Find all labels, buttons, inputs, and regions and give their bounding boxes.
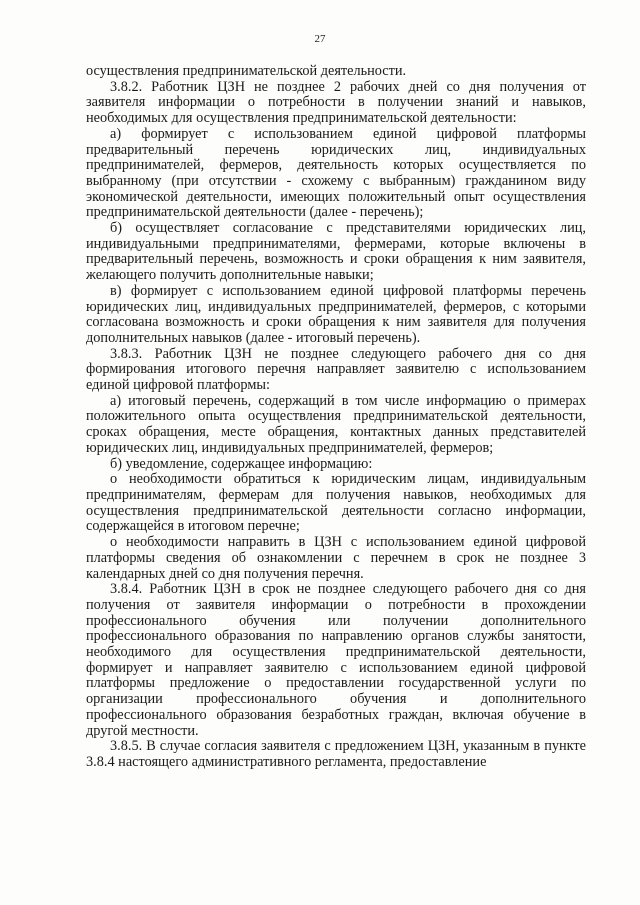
paragraph: 3.8.4. Работник ЦЗН в срок не позднее следующего рабочего дня со дня получения от заявителя информации о потребности в прохождении профессионального обучения или получении дополнительного профессионального образования по направлению органов службы занятости, необходимого для осуществления предпринимательской деятельности, формирует и направляет заявителю с использованием единой цифровой платформы предложение о предоставлении государственной услуги по организации профессионального обучения и дополнительного профессионального образования безработных граждан, включая обучение в другой местности.: [86, 581, 586, 739]
paragraph: 3.8.5. В случае согласия заявителя с предложением ЦЗН, указанным в пункте 3.8.4 настоящего административного регламента, предоставление: [86, 738, 586, 770]
paragraph: б) осуществляет согласование с представителями юридических лиц, индивидуальными предпринимателями, фермерами, которые включены в предварительный перечень, возможность и сроки обращения к ним заявителя, желающего получить дополнительные навыки;: [86, 220, 586, 284]
paragraph: осуществления предпринимательской деятельности.: [86, 63, 407, 79]
paragraph: а) итоговый перечень, содержащий в том числе информацию о примерах положительного опыта осуществления предпринимательской деятельности, сроках обращения, месте обращения, контактных данных представителей юридических лиц, индивидуальных предпринимателей, фермеров;: [86, 392, 586, 456]
paragraph: в) формирует с использованием единой цифровой платформы перечень юридических лиц, индивидуальных предпринимателей, фермеров, с которыми согласована возможность и сроки обращения к ним заявителя для получения дополнительных навыков (далее - итоговый перечень).: [86, 282, 586, 346]
paragraph: б) уведомление, содержащее информацию:: [110, 455, 373, 472]
paragraph: 3.8.2. Работник ЦЗН не позднее 2 рабочих дней со дня получения от заявителя информации о потребности в получении знаний и навыков, необходимых для осуществления предпринимательской деятельности:: [86, 78, 586, 127]
document-body: [86, 64, 586, 771]
paragraph: 3.8.3. Работник ЦЗН не позднее следующего рабочего дня со дня формирования итогового перечня направляет заявителю с использованием единой цифровой платформы:: [86, 345, 586, 394]
paragraph: а) формирует с использованием единой цифровой платформы предварительный перечень юридических лиц, индивидуальных предпринимателей, фермеров, деятельность которых осуществляется по выбранному (при отсутствии - схожему с выбранным) гражданином виду экономической деятельности, имеющих положительный опыт осуществления предпринимательской деятельности (далее - перечень);: [86, 125, 586, 221]
paragraph: о необходимости обратиться к юридическим лицам, индивидуальным предпринимателям, фермерам для получения навыков, необходимых для осуществления предпринимательской деятельности согласно информации, содержащейся в итоговом перечне;: [86, 471, 586, 535]
paragraph: о необходимости направить в ЦЗН с использованием единой цифровой платформы сведения об ознакомлении с перечнем в срок не позднее 3 календарных дней со дня получения перечня.: [86, 534, 586, 582]
page-number: 27: [314, 33, 326, 45]
